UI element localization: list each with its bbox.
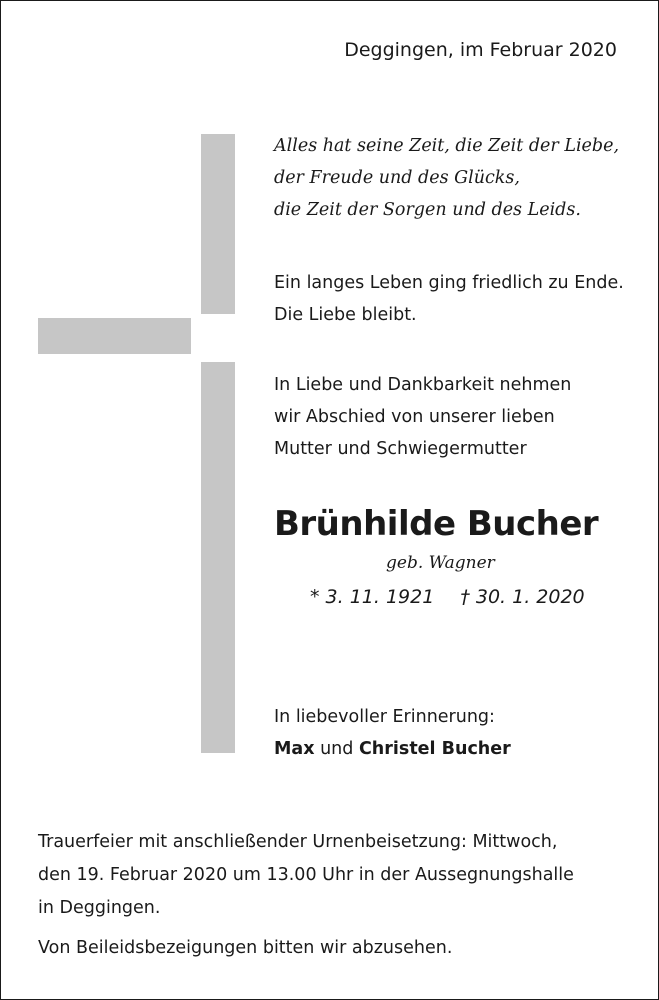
farewell-line: In Liebe und Dankbarkeit nehmen [274, 375, 572, 395]
place-date: Deggingen, im Februar 2020 [344, 39, 617, 61]
funeral-line: in Deggingen. [38, 898, 161, 918]
verse-line: die Zeit der Sorgen und des Leids. [274, 200, 581, 220]
mourner-name: Max [274, 739, 315, 759]
funeral-info [38, 826, 574, 925]
birth-date: * 3. 11. 1921 [310, 586, 435, 608]
funeral-line: den 19. Februar 2020 um 13.00 Uhr in der Aussegnungshalle [38, 865, 574, 885]
message-line: Die Liebe bleibt. [274, 305, 417, 325]
message-text [274, 267, 624, 331]
mourner-connector: und [320, 739, 354, 759]
deceased-name: Brünhilde Bucher [274, 504, 599, 544]
verse-line: Alles hat seine Zeit, die Zeit der Liebe, [274, 136, 620, 156]
mourner-name: Christel Bucher [358, 739, 511, 759]
memory-intro: In liebevoller Erinnerung: [274, 707, 495, 727]
farewell-line: wir Abschied von unserer lieben [274, 407, 555, 427]
life-dates [310, 582, 585, 612]
death-date: † 30. 1. 2020 [460, 586, 585, 608]
cross-arm [38, 318, 191, 354]
farewell-text [274, 369, 571, 465]
memory-section [274, 701, 511, 765]
cross-upper-beam [201, 134, 235, 314]
cross-lower-beam [201, 362, 235, 753]
maiden-name: geb. Wagner [386, 553, 495, 573]
condolence-note: Von Beileidsbezeigungen bitten wir abzusehen. [38, 938, 453, 958]
mourners [274, 733, 511, 765]
verse-line: der Freude und des Glücks, [274, 168, 520, 188]
verse-quote [274, 130, 619, 226]
message-line: Ein langes Leben ging friedlich zu Ende. [274, 273, 624, 293]
farewell-line: Mutter und Schwiegermutter [274, 439, 527, 459]
funeral-line: Trauerfeier mit anschließender Urnenbeisetzung: Mittwoch, [38, 832, 558, 852]
